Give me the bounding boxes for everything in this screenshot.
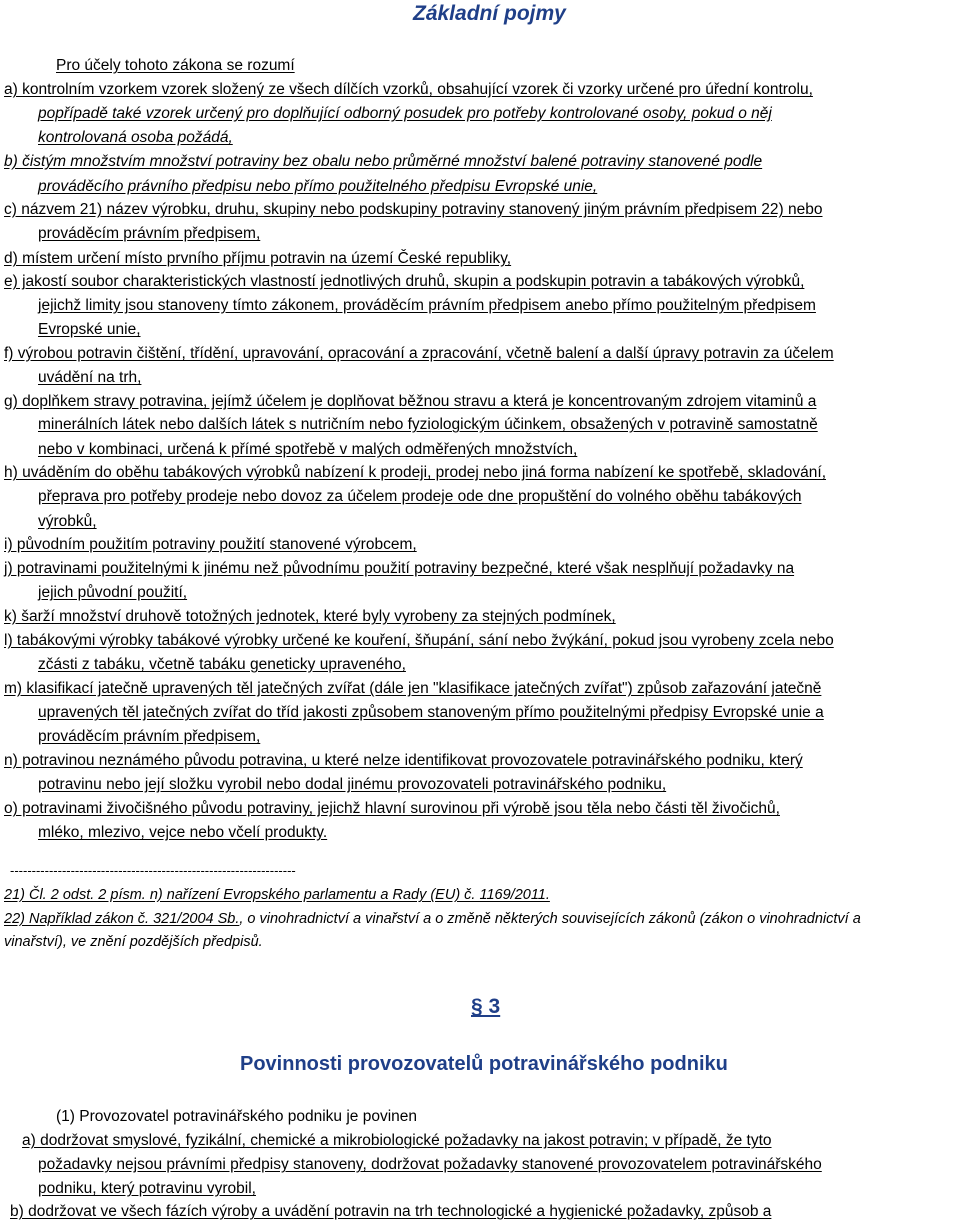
section-number: § 3 [471, 995, 501, 1018]
definition-line: a) kontrolním vzorkem vzorek složený ze všech dílčích vzorků, obsahující vzorek či vzorky určené pro úřední kontrolu, [4, 81, 813, 98]
definition-line: g) doplňkem stravy potravina, jejímž účelem je doplňovat běžnou stravu a která je koncentrovaným zdrojem vitaminů a [4, 393, 817, 410]
definition-line: h) uváděním do oběhu tabákových výrobků nabízení k prodeji, prodej nebo jiná forma nabízení ke spotřebě, skladování, [4, 464, 827, 481]
definition-line: mléko, mlezivo, vejce nebo včelí produkty. [38, 824, 328, 841]
page-title: Základní pojmy [413, 2, 566, 25]
section-line: požadavky nejsou právními předpisy stanoveny, dodržovat požadavky stanovené provozovatelem potravinářského [38, 1156, 822, 1173]
definition-line: kontrolovaná osoba požádá, [38, 129, 233, 146]
definition-line: m) klasifikací jatečně upravených těl jatečných zvířat (dále jen "klasifikace jatečných zvířat") způsob zařazování jatečně [4, 680, 822, 697]
footnote-22-link[interactable]: 22) Například zákon č. 321/2004 Sb. [4, 911, 240, 927]
definition-line: minerálních látek nebo dalších látek s nutričním nebo fyziologickým účinkem, obsažených v potravině samostatně [38, 416, 818, 433]
section-line: a) dodržovat smyslové, fyzikální, chemické a mikrobiologické požadavky na jakost potravin; v případě, že tyto [22, 1132, 772, 1149]
section-line: podniku, který potravinu vyrobil, [38, 1180, 256, 1197]
definition-line: k) šarží množství druhově totožných jednotek, které byly vyrobeny za stejných podmínek, [4, 608, 616, 625]
definition-line: n) potravinou neznámého původu potravina, u které nelze identifikovat provozovatele potravinářského podniku, který [4, 752, 803, 769]
footnote-separator: ------------------------------------------------------------------ [10, 863, 296, 878]
footnote-22-text: , o vinohradnictví a vinařství a o změně některých souvisejících zákonů (zákon o vinohradnictví a [239, 911, 861, 927]
definition-line: popřípadě také vzorek určený pro doplňující odborný posudek pro potřeby kontrolované osoby, pokud o něj [38, 105, 772, 122]
definition-line: jejichž limity jsou stanoveny tímto zákonem, prováděcím právním předpisem anebo přímo použitelným předpisem [38, 297, 816, 314]
definition-line: přeprava pro potřeby prodeje nebo dovoz za účelem prodeje ode dne propuštění do volného oběhu tabákových [38, 488, 802, 505]
footnote-22-continued: vinařství), ve znění pozdějších předpisů. [4, 934, 263, 950]
definition-line: Evropské unie, [38, 321, 141, 338]
definition-line: e) jakostí soubor charakteristických vlastností jednotlivých druhů, skupin a podskupin potravin a tabákových výrobků, [4, 273, 805, 290]
definition-line: j) potravinami použitelnými k jinému než původnímu použití potraviny bezpečné, které však nesplňují požadavky na [4, 560, 795, 577]
definition-line: b) čistým množstvím množství potraviny bez obalu nebo průměrné množství balené potraviny stanovené podle [4, 153, 763, 170]
definition-line: i) původním použitím potraviny použití stanovené výrobcem, [4, 536, 417, 553]
definition-line: l) tabákovými výrobky tabákové výrobky určené ke kouření, šňupání, sání nebo žvýkání, pokud jsou vyrobeny zcela nebo [4, 632, 834, 649]
definition-line: potravinu nebo její složku vyrobil nebo dodal jinému provozovateli potravinářského podniku, [38, 776, 667, 793]
footnote-21: 21) Čl. 2 odst. 2 písm. n) nařízení Evropského parlamentu a Rady (EU) č. 1169/2011. [4, 887, 550, 903]
definition-line: prováděcího právního předpisu nebo přímo použitelného předpisu Evropské unie, [38, 178, 598, 195]
section-line: b) dodržovat ve všech fázích výroby a uvádění potravin na trh technologické a hygienické požadavky, způsob a [10, 1203, 772, 1220]
definition-line: nebo v kombinaci, určená k přímé spotřebě v malých odměřených množstvích, [38, 441, 578, 458]
definition-line: uvádění na trh, [38, 369, 142, 386]
section-intro: (1) Provozovatel potravinářského podniku je povinen [56, 1108, 418, 1125]
definition-line: c) názvem 21) název výrobku, druhu, skupiny nebo podskupiny potraviny stanovený jiným právním předpisem 22) nebo [4, 201, 823, 218]
definition-line: prováděcím právním předpisem, [38, 728, 261, 745]
definition-line: zčásti z tabáku, včetně tabáku geneticky upraveného, [38, 656, 406, 673]
definition-line: výrobků, [38, 513, 97, 530]
definition-line: upravených těl jatečných zvířat do tříd jakosti způsobem stanoveným přímo použitelnými předpisy Evropské unie a [38, 704, 824, 721]
definition-line: d) místem určení místo prvního příjmu potravin na území České republiky, [4, 250, 512, 267]
section-title: Povinnosti provozovatelů potravinářského podniku [240, 1053, 728, 1075]
definition-line: f) výrobou potravin čištění, třídění, upravování, opracování a zpracování, včetně balení a další úpravy potravin za účelem [4, 345, 834, 362]
definition-line: o) potravinami živočišného původu potraviny, jejichž hlavní surovinou při výrobě jsou těla nebo části těl živočichů, [4, 800, 780, 817]
definition-line: prováděcím právním předpisem, [38, 225, 261, 242]
intro-text: Pro účely tohoto zákona se rozumí [56, 57, 295, 74]
definition-line: jejich původní použití, [38, 584, 188, 601]
footnote-22 [4, 909, 861, 929]
